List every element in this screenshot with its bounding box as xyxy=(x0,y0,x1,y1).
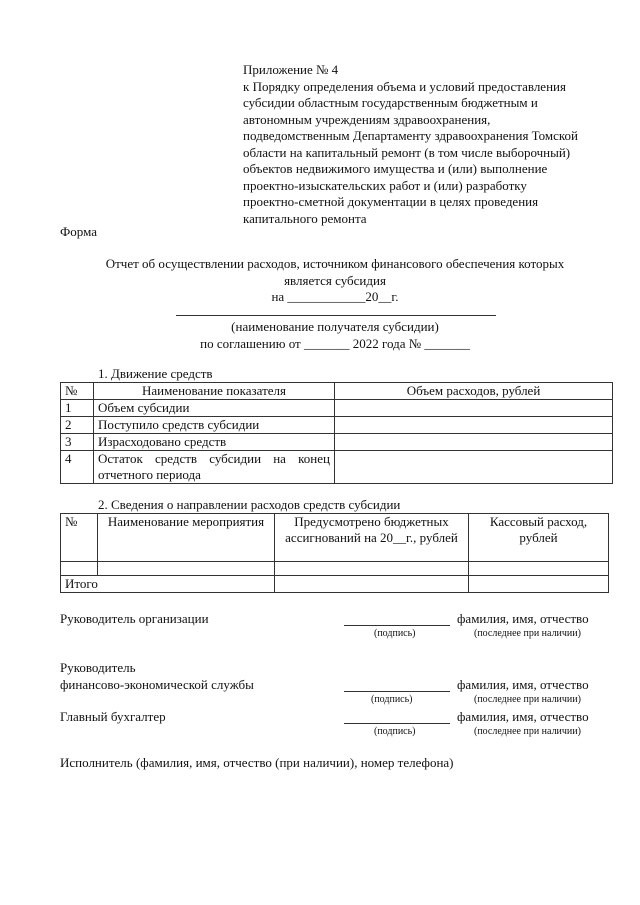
report-period: на ____________20__г. xyxy=(271,289,399,304)
row-num: 1 xyxy=(61,400,94,417)
annex-line: области на капитальный ремонт (в том числе выборочный) xyxy=(243,144,571,160)
row-value xyxy=(335,417,613,434)
agreement-line: по соглашению от _______ 2022 года № _______ xyxy=(200,336,470,351)
table-row xyxy=(61,434,613,451)
row-value xyxy=(335,434,613,451)
head-label: Руководитель организации xyxy=(60,611,209,626)
report-title xyxy=(60,256,610,306)
finance-label: финансово-экономической службы xyxy=(60,677,254,692)
annex-line: проектно-изыскательских работ и (или) разработку xyxy=(243,177,527,193)
recipient-line xyxy=(176,315,496,316)
col-num-header: № xyxy=(61,514,98,562)
col-cash-header: Кассовый расход, рублей xyxy=(469,514,609,562)
accountant-label: Главный бухгалтер xyxy=(60,709,166,724)
report-title-line: является субсидия xyxy=(284,272,386,288)
row-num: 2 xyxy=(61,417,94,434)
executor-line: Исполнитель (фамилия, имя, отчество (при наличии), номер телефона) xyxy=(60,755,454,770)
annex-line: подведомственным Департаменту здравоохранения Томской xyxy=(243,128,579,143)
row-name: Остаток средств субсидии на конец отчетного периода xyxy=(94,451,335,484)
row-name: Израсходовано средств xyxy=(94,434,335,451)
empty-cell xyxy=(469,562,609,576)
total-row xyxy=(61,576,609,593)
section2-heading: 2. Сведения о направлении расходов средств субсидии xyxy=(98,497,401,512)
empty-cell xyxy=(98,562,275,576)
table-row xyxy=(61,451,613,484)
report-title-line: Отчет об осуществлении расходов, источником финансового обеспечения которых xyxy=(105,256,565,271)
col-name-header: Наименование показателя xyxy=(94,383,335,400)
table-row xyxy=(61,562,609,576)
fio-label: фамилия, имя, отчество xyxy=(457,709,589,724)
row-name: Поступило средств субсидии xyxy=(94,417,335,434)
signature-line xyxy=(344,625,450,626)
movement-table xyxy=(60,382,613,484)
row-value xyxy=(335,400,613,417)
annex-line: к Порядку определения объема и условий предоставления xyxy=(243,78,566,94)
col-budget-header: Предусмотрено бюджетных ассигнований на 20__г., рублей xyxy=(275,514,469,562)
row-value xyxy=(335,451,613,484)
signature-caption: (подпись) xyxy=(374,726,416,737)
col-num-header: № xyxy=(61,383,94,400)
empty-cell xyxy=(469,576,609,593)
table-header-row xyxy=(61,514,609,562)
col-event-header: Наименование мероприятия xyxy=(98,514,275,562)
table-header-row xyxy=(61,383,613,400)
annex-line: проектно-сметной документации в целях проведения xyxy=(243,194,539,209)
annex-line: субсидии областным государственным бюджетным и xyxy=(243,95,538,110)
row-name: Объем субсидии xyxy=(94,400,335,417)
annex-title: Приложение № 4 xyxy=(243,62,339,77)
row-num: 3 xyxy=(61,434,94,451)
signature-caption: (подпись) xyxy=(374,628,416,639)
empty-cell xyxy=(275,576,469,593)
signature-caption: (подпись) xyxy=(371,694,413,705)
table-row xyxy=(61,400,613,417)
signature-line xyxy=(344,723,450,724)
annex-line: капитального ремонта xyxy=(243,210,367,226)
section1-heading: 1. Движение средств xyxy=(98,366,213,381)
fio-label: фамилия, имя, отчество xyxy=(457,611,589,626)
form-label: Форма xyxy=(60,224,97,239)
patronymic-caption: (последнее при наличии) xyxy=(474,694,581,705)
col-value-header: Объем расходов, рублей xyxy=(335,383,613,400)
row-num: 4 xyxy=(61,451,94,484)
expenses-table xyxy=(60,513,609,593)
empty-cell xyxy=(61,562,98,576)
annex-line: объектов недвижимого имущества и (или) выполнение xyxy=(243,161,548,176)
patronymic-caption: (последнее при наличии) xyxy=(474,628,581,639)
empty-cell xyxy=(275,562,469,576)
total-label: Итого xyxy=(61,576,275,593)
patronymic-caption: (последнее при наличии) xyxy=(474,726,581,737)
annex-block xyxy=(243,62,623,227)
signature-line xyxy=(344,691,450,692)
finance-label: Руководитель xyxy=(60,660,136,675)
table-row xyxy=(61,417,613,434)
fio-label: фамилия, имя, отчество xyxy=(457,677,589,692)
recipient-caption: (наименование получателя субсидии) xyxy=(231,319,439,334)
annex-line: автономным учреждениям здравоохранения, xyxy=(243,111,491,127)
